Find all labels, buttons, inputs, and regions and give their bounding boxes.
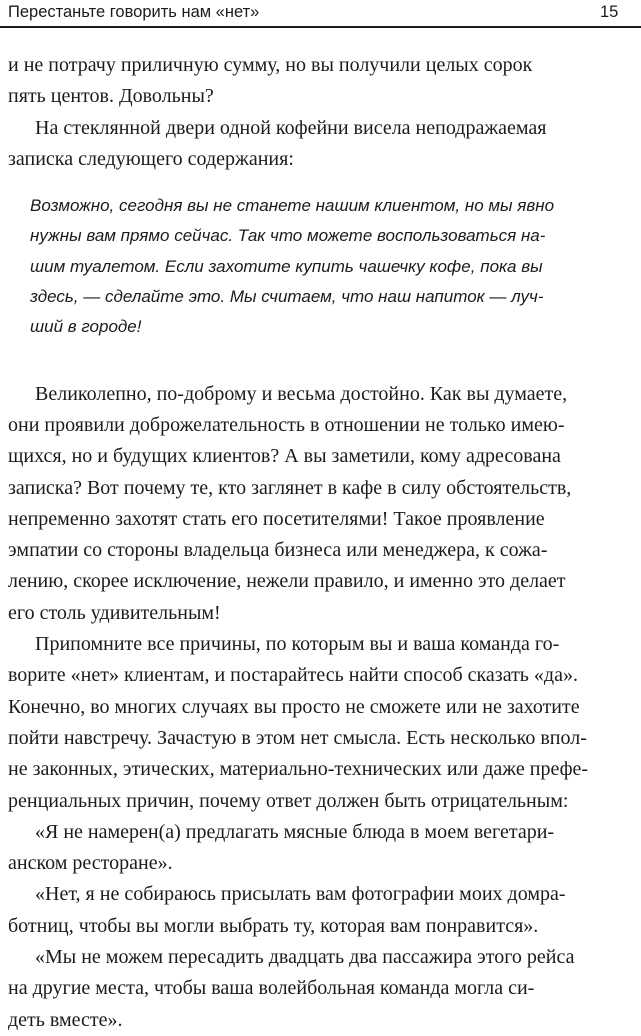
text-line: Конечно, во многих случаях вы просто не сможете или не захотите [8, 695, 580, 718]
paragraph [8, 50, 633, 113]
text-line: На стеклянной двери одной кофейни висела неподражаемая [35, 116, 547, 139]
text-line: непременно захотят стать его посетителями! Такое проявление [8, 507, 545, 530]
cafe-note-quote [30, 191, 633, 342]
text-line: и не потрачу приличную сумму, но вы получили целых сорок [8, 54, 533, 76]
text-line: пять центов. Довольны? [8, 85, 214, 108]
text-line: анском ресторане». [8, 852, 173, 875]
quote-line: нужны вам прямо сейчас. Так что можете воспользоваться на- [30, 226, 546, 246]
text-line: они проявили доброжелательность в отношении не только имею- [8, 413, 565, 436]
paragraph [8, 379, 633, 629]
text-line: записка следующего содержания: [8, 147, 294, 170]
text-line: «Нет, я не собираюсь присылать вам фотографии моих домра- [35, 883, 566, 906]
text-line: лению, скорее исключение, нежели правило, и именно это делает [8, 570, 566, 593]
header-rule [0, 26, 641, 28]
text-line: ворите «нет» клиентам, и постарайтесь найти способ сказать «да». [8, 664, 578, 687]
text-line: «Мы не можем пересадить двадцать два пассажира этого рейса [35, 946, 575, 969]
quote-line: Возможно, сегодня вы не станете нашим клиентом, но мы явно [30, 196, 555, 216]
text-line: на другие места, чтобы ваша волейбольная команда могла си- [8, 977, 535, 1000]
text-line: Великолепно, по-доброму и весьма достойно. Как вы думаете, [35, 382, 568, 405]
text-line: эмпатии со стороны владельца бизнеса или менеджера, к сожа- [8, 539, 548, 562]
paragraph [8, 629, 633, 817]
quote-line: шим туалетом. Если захотите купить чашечку кофе, пока вы [30, 256, 543, 276]
page-body [8, 50, 633, 1036]
running-header [0, 0, 641, 24]
text-line: ботниц, чтобы вы могли выбрать ту, которая вам понравится». [8, 914, 539, 937]
text-line: пойти навстречу. Зачастую в этом нет смысла. Есть несколько впол- [8, 726, 587, 749]
text-line: его столь удивительным! [8, 601, 221, 624]
text-line: щихся, но и будущих клиентов? А вы заметили, кому адресована [8, 445, 561, 468]
example-quote [8, 879, 633, 942]
example-quote [8, 942, 633, 1036]
text-line: не законных, этических, материально-технических или даже префе- [8, 758, 589, 781]
running-title: Перестаньте говорить нам «нет» [8, 3, 260, 21]
text-line: записка? Вот почему те, кто заглянет в кафе в силу обстоятельств, [8, 476, 572, 499]
quote-line: ший в городе! [30, 317, 142, 337]
text-line: «Я не намерен(а) предлагать мясные блюда в моем вегетари- [35, 820, 555, 843]
quote-line: здесь, — сделайте это. Мы считаем, что наш напиток — луч- [30, 287, 544, 307]
example-quote [8, 817, 633, 880]
text-line: Припомните все причины, по которым вы и ваша команда го- [35, 633, 560, 656]
text-line: ренциальных причин, почему ответ должен быть отрицательным: [8, 789, 569, 812]
paragraph [8, 113, 633, 176]
page-number: 15 [600, 3, 619, 21]
text-line: деть вместе». [8, 1008, 123, 1031]
